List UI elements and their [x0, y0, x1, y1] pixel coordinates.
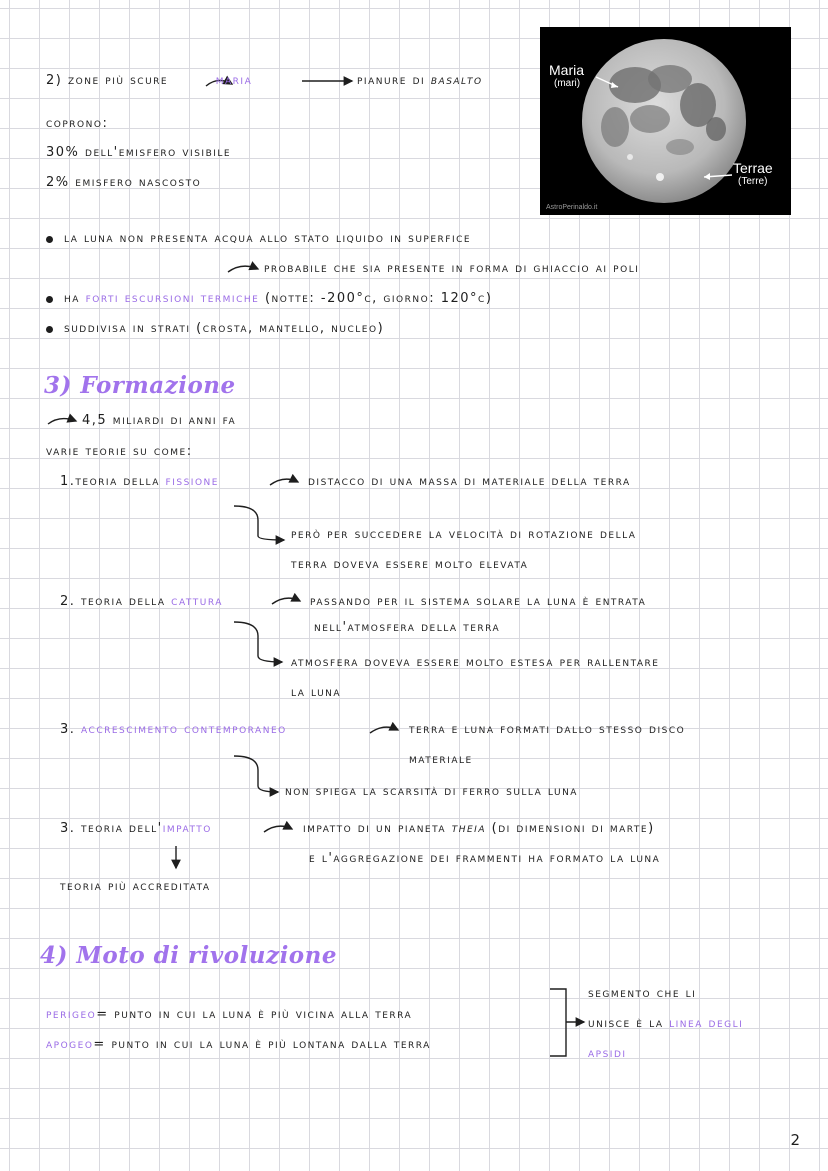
apogeo-line [46, 1037, 431, 1053]
apogeo-highlight: apogeo [46, 1037, 94, 1052]
segmento2-pre: unisce è la [588, 1016, 664, 1031]
bullet-dot [46, 296, 53, 303]
heading-rivoluzione: 4) Moto di rivoluzione [40, 942, 338, 969]
curved-arrow-icon [228, 266, 258, 272]
bullet-dot [46, 326, 53, 333]
bracket-arrow-icon [234, 506, 284, 540]
moon-image-credit: AstroPerinaldo.it [546, 204, 598, 211]
zone-basalto: basalto [430, 73, 483, 88]
cattura-note1: atmosfera doveva essere molto estesa per rallentare [291, 655, 660, 670]
cattura-desc1: passando per il sistema solare la luna è entrata [310, 594, 647, 609]
coprono-nascosto: 2% emisfero nascosto [46, 175, 202, 190]
bracket-arrow-icon [234, 622, 282, 662]
heading-formazione: 3) Formazione [44, 372, 236, 399]
fissione-pre: 1.teoria della [60, 474, 160, 489]
accrescimento-desc1: terra e luna formati dallo stesso disco [409, 722, 686, 737]
zone-pianure [357, 73, 483, 89]
perigeo-def: = punto in cui la luna è più vicina alla terra [96, 1007, 413, 1022]
escursioni-post: (notte: -200°c, giorno: 120°c) [264, 291, 493, 306]
coprono-label: coprono: [46, 116, 109, 131]
bullet-escursioni [64, 291, 492, 307]
curved-arrow-icon [272, 598, 300, 604]
moon-label-maria-sub: (mari) [554, 78, 581, 89]
bullet-strati: suddivisa in strati (crosta, mantello, nucleo) [64, 321, 385, 336]
segmento-line2 [588, 1016, 743, 1032]
coprono-visibile: 30% dell'emisfero visibile [46, 145, 232, 160]
zone-line [46, 73, 252, 89]
accrescimento-note: non spiega la scarsità di ferro sulla luna [285, 784, 578, 799]
escursioni-pre: ha [64, 291, 80, 306]
moon-label-maria: Maria [549, 62, 585, 78]
fissione-note1: però per succedere la velocità di rotazione della [291, 527, 637, 542]
impatto-desc1-post: (di dimensioni di marte) [491, 821, 655, 836]
accrescimento-desc2: materiale [409, 752, 473, 767]
cattura-note2: la luna [291, 685, 342, 700]
perigeo-highlight: perigeo [46, 1007, 97, 1022]
impatto-desc1-pre: impatto di un pianeta [303, 821, 447, 836]
zone-prefix: 2) zone più scure [46, 73, 169, 88]
accrescimento-pre: 3. [60, 722, 76, 737]
fissione-note2: terra doveva essere molto elevata [291, 557, 529, 572]
bullet-acqua: la luna non presenta acqua allo stato liquido in superfice [64, 231, 472, 246]
teoria-accreditata: teoria più accreditata [60, 879, 211, 894]
apogeo-def: = punto in cui la luna è più lontana dalla terra [93, 1037, 431, 1052]
curved-arrow-icon [264, 826, 292, 832]
bracket-arrow-icon [234, 756, 278, 792]
cattura-highlight: cattura [171, 594, 223, 609]
moon-label-terrae-sub: (Terre) [738, 176, 768, 187]
cattura-pre: 2. teoria della [60, 594, 166, 609]
impatto-desc2: e l'aggregazione dei frammenti ha formato la luna [309, 851, 661, 866]
perigeo-line [46, 1007, 412, 1023]
fissione-desc: distacco di una massa di materiale della terra [308, 474, 631, 489]
zone-maria: maria [215, 73, 253, 88]
curved-arrow-icon [48, 419, 76, 424]
bullet-ghiaccio: probabile che sia presente in forma di ghiaccio ai poli [264, 261, 640, 276]
segmento-line3: apsidi [588, 1046, 627, 1061]
bullet-dot [46, 236, 53, 243]
curved-arrow-icon [270, 479, 298, 485]
curved-arrow-icon [370, 727, 398, 733]
accrescimento-title [60, 722, 287, 738]
cattura-title [60, 594, 223, 610]
impatto-pre: 3. teoria dell' [60, 821, 163, 836]
accrescimento-highlight: accrescimento contemporaneo [81, 722, 287, 737]
impatto-title [60, 821, 212, 837]
page-number: 2 [790, 1131, 800, 1149]
impatto-theia: theia [451, 821, 486, 836]
bracket-icon [550, 989, 566, 1056]
formazione-teorie: varie teorie su come: [46, 444, 193, 459]
impatto-highlight: impatto [162, 821, 212, 836]
zone-arrow-text: pianure di [357, 73, 426, 88]
formazione-anni: 4,5 miliardi di anni fa [82, 413, 237, 428]
segmento-line1: segmento che li [588, 986, 697, 1001]
moon-label-terrae: Terrae [733, 160, 773, 176]
escursioni-highlight: forti escursioni termiche [85, 291, 260, 306]
impatto-desc1 [303, 821, 655, 837]
segmento2-highlight: linea degli [669, 1016, 744, 1031]
fissione-highlight: fissione [165, 474, 219, 489]
fissione-title [60, 474, 219, 490]
cattura-desc2: nell'atmosfera della terra [314, 620, 501, 635]
